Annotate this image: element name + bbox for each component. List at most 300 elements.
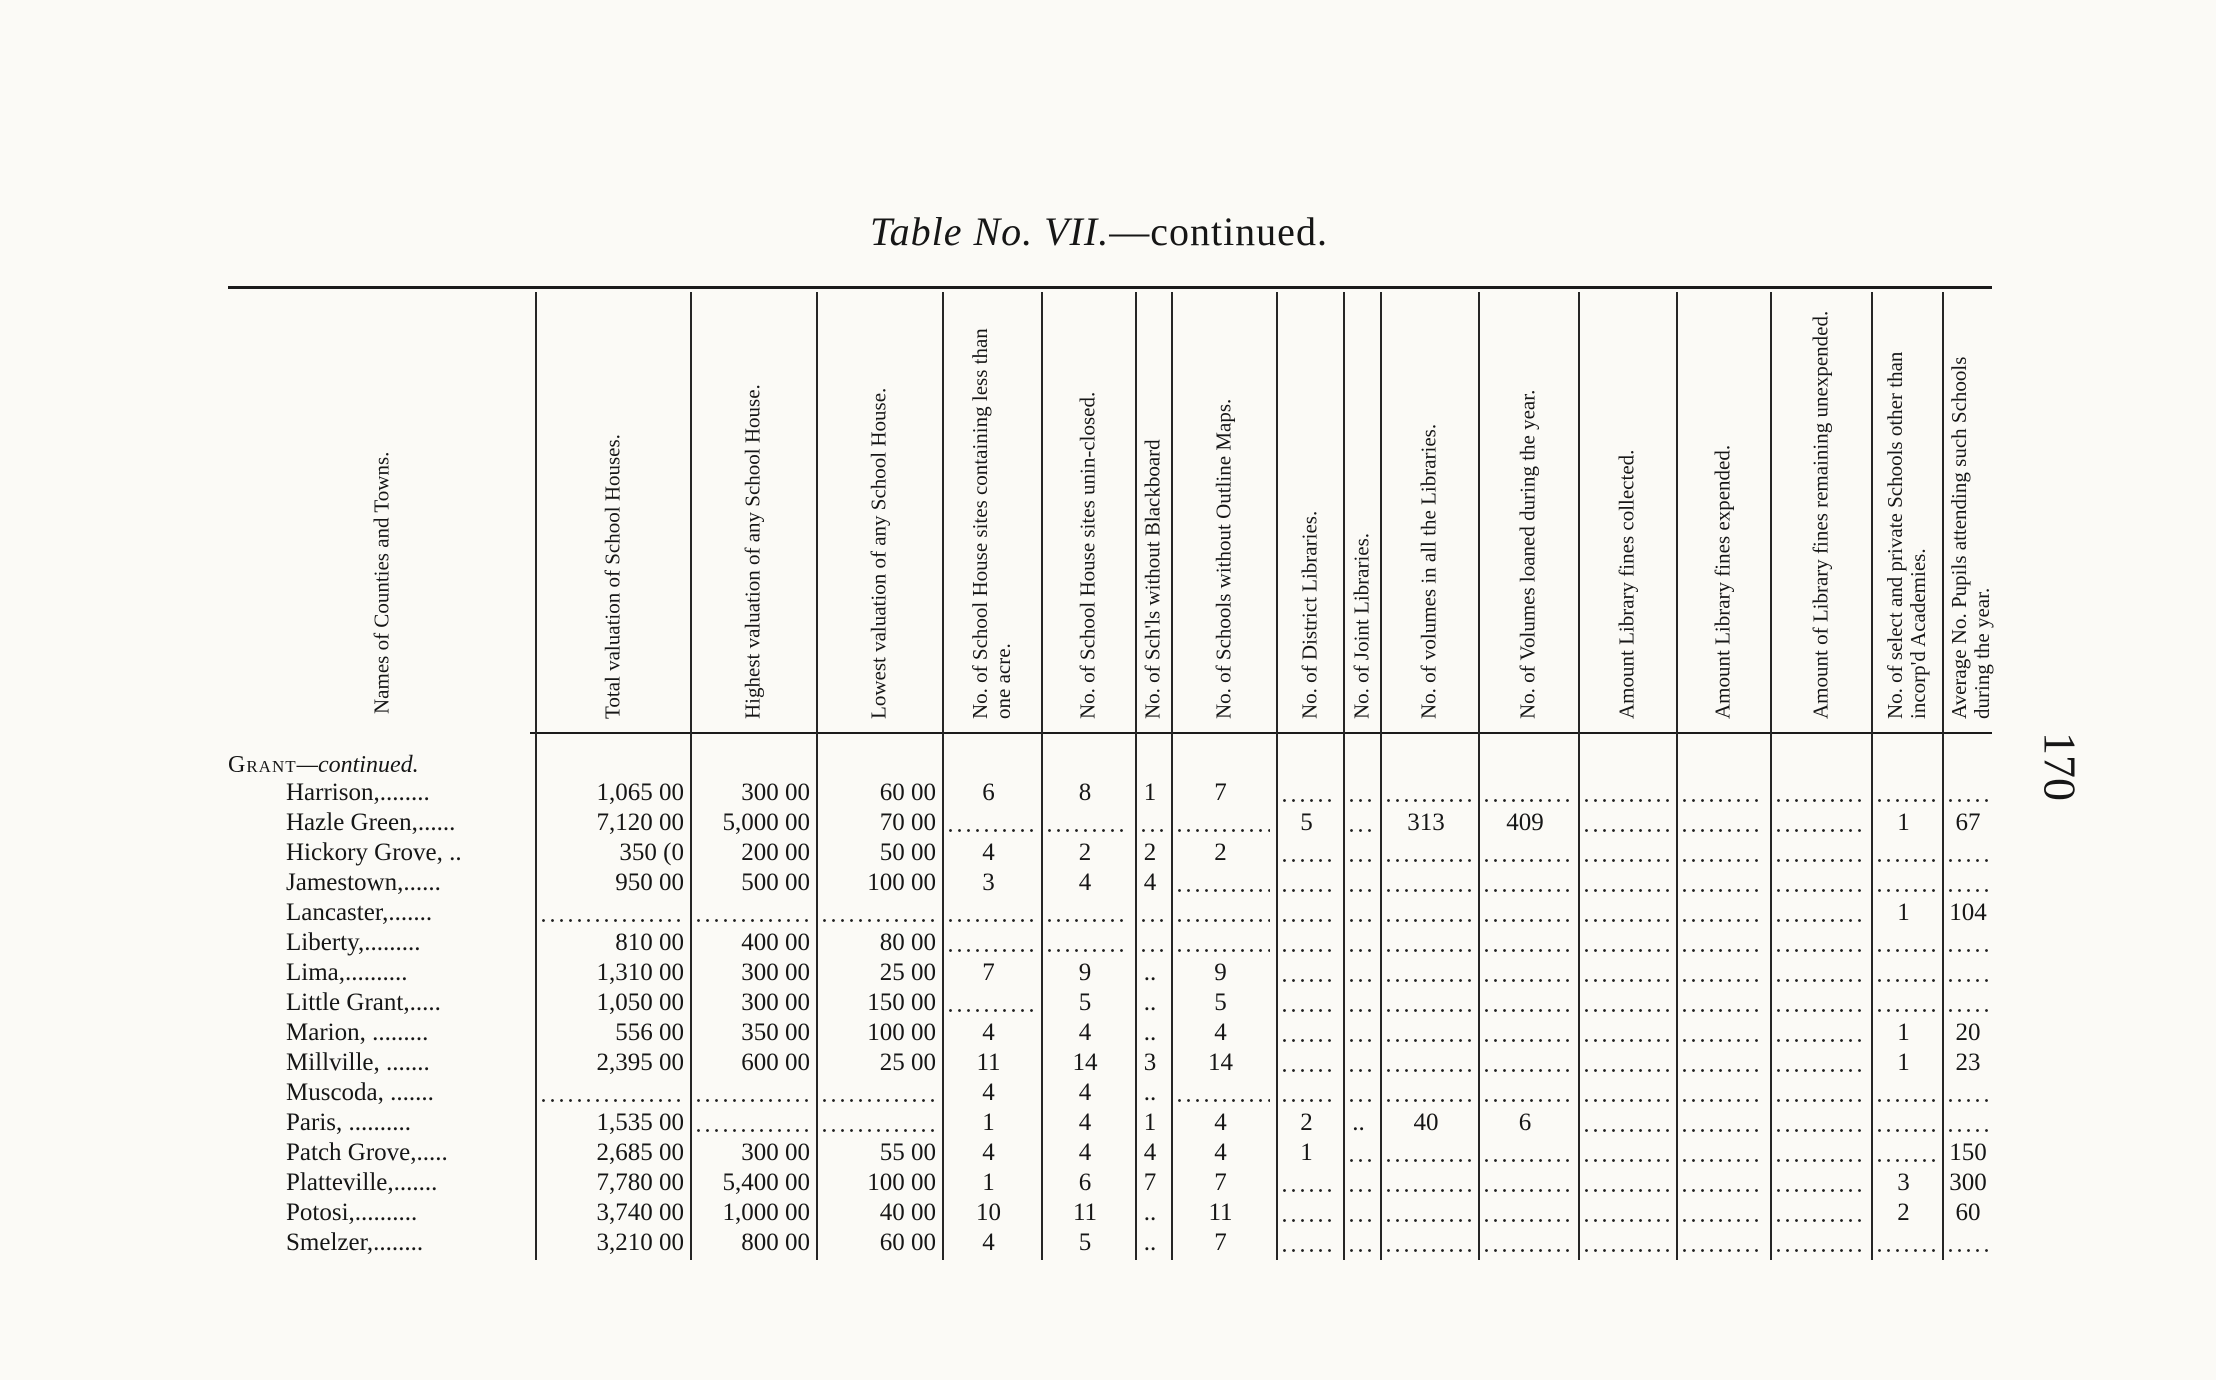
empty-cell [1676,868,1770,898]
empty-cell [1871,838,1942,868]
empty-cell [1770,988,1871,1018]
empty-cell [1343,1018,1380,1048]
table-row [0,928,2216,958]
empty-cell [1676,988,1770,1018]
empty-cell [1276,1078,1343,1108]
table-cell: 11 [1208,1199,1233,1226]
column-header [1942,300,2000,728]
group-suffix: —continued. [296,752,419,778]
empty-cell [1578,1018,1676,1048]
empty-cell [1276,1168,1343,1198]
table-cell: 11 [1072,1199,1098,1226]
empty-cell [1478,838,1578,868]
column-header-label: No. of Sch'ls without Blackboard [1140,439,1165,719]
table-cell: 5 [1214,989,1227,1016]
empty-cell [1041,898,1135,928]
table-cell: 7 [1214,779,1227,806]
table-cell: 60 00 [879,1229,936,1256]
table-cell: 4 [982,1139,995,1166]
table-cell: 5,000 00 [722,809,810,836]
empty-cell [535,898,690,928]
column-header [1276,300,1343,728]
column-header [1171,300,1276,728]
empty-cell [1578,808,1676,838]
town-name: Hickory Grove, .. [286,839,462,866]
empty-cell [1578,898,1676,928]
empty-cell [816,898,942,928]
empty-cell [942,928,1041,958]
column-header-label: Amount of Library fines remaining unexpended. [1808,310,1832,719]
table-cell: 6 [982,779,995,806]
table-cell: 300 00 [741,1139,810,1166]
column-header-label: Lowest valuation of any School House. [866,387,891,719]
empty-cell [1578,1048,1676,1078]
table-cell: 7,120 00 [596,809,684,836]
table-cell: 20 [1955,1019,1981,1046]
town-name: Platteville,....... [286,1169,438,1196]
empty-cell [1770,1048,1871,1078]
table-title [870,208,1328,255]
column-header [942,300,1041,728]
empty-cell [690,1078,816,1108]
empty-cell [1770,1018,1871,1048]
table-cell: 7,780 00 [596,1169,684,1196]
table-cell: .. [1143,1079,1157,1106]
table-cell: 25 00 [879,959,936,986]
table-row [0,1168,2216,1198]
table-cell: 23 [1955,1049,1981,1076]
table-cell: 4 [982,1079,995,1106]
empty-cell [1478,928,1578,958]
header-bottom-rule [530,732,1992,734]
empty-cell [1276,1198,1343,1228]
table-cell: 14 [1072,1049,1098,1076]
empty-cell [1380,838,1478,868]
empty-cell [1676,1228,1770,1258]
table-cell: 7 [1214,1229,1227,1256]
table-cell: 7 [1214,1169,1227,1196]
table-cell: 1,535 00 [596,1109,684,1136]
empty-cell [1380,928,1478,958]
table-cell: 800 00 [741,1229,810,1256]
table-cell: 9 [1078,959,1092,986]
column-header [1041,300,1135,728]
empty-cell [1578,838,1676,868]
empty-cell [1676,898,1770,928]
table-cell: 1 [1897,1019,1910,1046]
empty-cell [1676,1018,1770,1048]
empty-cell [1343,808,1380,838]
empty-cell [1578,958,1676,988]
empty-cell [1676,1048,1770,1078]
table-cell: 50 00 [879,839,936,866]
empty-cell [1871,1228,1942,1258]
empty-cell [1676,838,1770,868]
column-header-label: No. of School House sites containing less than one acre. [967,328,1015,719]
column-header [228,300,535,728]
empty-cell [1041,808,1135,838]
table-cell: 950 00 [615,869,684,896]
empty-cell [1770,1078,1871,1108]
column-header [535,300,690,728]
empty-cell [1871,1078,1942,1108]
column-header-label: Total valuation of School Houses. [600,434,624,719]
empty-cell [1871,928,1942,958]
table-cell: 4 [1078,1019,1092,1046]
empty-cell [1578,1168,1676,1198]
column-header-label: Highest valuation of any School House. [740,384,765,719]
empty-cell [1770,778,1871,808]
table-cell: 1,065 00 [596,779,684,806]
empty-cell [1343,1048,1380,1078]
table-cell: 4 [1143,869,1157,896]
table-cell: 3 [1897,1169,1910,1196]
town-name: Jamestown,...... [286,869,441,896]
table-cell: 1,000 00 [722,1199,810,1226]
table-cell: .. [1143,1199,1157,1226]
empty-cell [1343,838,1380,868]
table-cell: 6 [1518,1109,1532,1136]
empty-cell [1578,988,1676,1018]
table-row [0,1018,2216,1048]
empty-cell [1942,928,2000,958]
table-row [0,1198,2216,1228]
empty-cell [1770,928,1871,958]
table-cell: 60 [1955,1199,1981,1226]
table-cell: 1 [1897,809,1910,836]
empty-cell [1578,928,1676,958]
table-cell: 2,395 00 [596,1049,684,1076]
table-cell: 3 [1143,1049,1157,1076]
table-cell: .. [1352,1109,1365,1136]
table-cell: 60 00 [879,779,936,806]
table-top-rule [228,286,1992,289]
table-cell: 150 [1949,1139,1987,1166]
table-cell: 300 00 [741,779,810,806]
empty-cell [1478,778,1578,808]
table-cell: 100 00 [867,869,936,896]
table-cell: 300 00 [741,989,810,1016]
empty-cell [1942,958,2000,988]
town-name: Liberty,......... [286,929,421,956]
empty-cell [1871,778,1942,808]
empty-cell [1770,1198,1871,1228]
table-cell: 4 [1143,1139,1157,1166]
table-cell: 2 [1300,1109,1313,1136]
empty-cell [1578,1078,1676,1108]
empty-cell [1380,778,1478,808]
table-cell: 5 [1300,809,1313,836]
table-title-main: Table No. VII. [870,209,1110,254]
town-name: Smelzer,........ [286,1229,424,1256]
empty-cell [1942,778,2000,808]
empty-cell [1276,838,1343,868]
table-cell: .. [1143,1019,1157,1046]
column-header-label: No. of District Libraries. [1297,510,1321,719]
empty-cell [1770,808,1871,838]
column-header-label: No. of School House sites unin-closed. [1075,391,1100,719]
empty-cell [1478,1198,1578,1228]
empty-cell [1478,1078,1578,1108]
column-header-label: Average No. Pupils attending such Schools during the year. [1947,356,1994,719]
column-header [1578,300,1676,728]
empty-cell [1578,1198,1676,1228]
empty-cell [1380,1018,1478,1048]
table-cell: 350 00 [741,1019,810,1046]
column-header [1676,300,1770,728]
town-name: Lancaster,....... [286,899,433,926]
table-cell: 8 [1078,779,1092,806]
table-cell: 7 [1143,1169,1157,1196]
table-cell: 6 [1078,1169,1092,1196]
empty-cell [1380,1078,1478,1108]
empty-cell [1276,1228,1343,1258]
empty-cell [1770,1168,1871,1198]
empty-cell [1676,808,1770,838]
empty-cell [1276,778,1343,808]
empty-cell [690,898,816,928]
column-header [1871,300,1942,728]
table-cell: 1 [982,1109,995,1136]
empty-cell [1871,1108,1942,1138]
column-header [1380,300,1478,728]
column-header-label: No. of Joint Libraries. [1349,532,1373,719]
table-row [0,838,2216,868]
town-name: Marion, ......... [286,1019,429,1046]
empty-cell [1171,808,1276,838]
empty-cell [1942,838,2000,868]
table-cell: 9 [1214,959,1227,986]
column-header-label: No. of Schools without Outline Maps. [1211,398,1235,719]
empty-cell [1871,958,1942,988]
empty-cell [1343,898,1380,928]
table-title-suffix: —continued. [1109,209,1328,254]
table-cell: 1,050 00 [596,989,684,1016]
empty-cell [1942,1078,2000,1108]
empty-cell [1276,1048,1343,1078]
table-cell: .. [1143,1229,1157,1256]
town-name: Muscoda, ....... [286,1079,434,1106]
empty-cell [1942,1228,2000,1258]
table-cell: 4 [1214,1139,1227,1166]
table-cell: 2 [1143,839,1157,866]
column-header [1135,300,1171,728]
empty-cell [535,1078,690,1108]
town-name: Little Grant,..... [286,989,441,1016]
table-row [0,808,2216,838]
empty-cell [1578,778,1676,808]
empty-cell [1871,1138,1942,1168]
table-cell: 80 00 [879,929,936,956]
empty-cell [1578,868,1676,898]
empty-cell [1578,1138,1676,1168]
column-header [816,300,942,728]
empty-cell [1171,868,1276,898]
column-header [690,300,816,728]
table-row [0,1078,2216,1108]
empty-cell [1676,1078,1770,1108]
table-cell: 300 [1949,1169,1987,1196]
empty-cell [1343,1138,1380,1168]
column-header [1343,300,1380,728]
table-cell: 4 [982,839,995,866]
empty-cell [1380,988,1478,1018]
empty-cell [1041,928,1135,958]
table-cell: 600 00 [741,1049,810,1076]
table-cell: 350 (0 [619,839,684,866]
table-cell: 556 00 [615,1019,684,1046]
empty-cell [1380,958,1478,988]
empty-cell [1578,1228,1676,1258]
table-cell: 150 00 [867,989,936,1016]
empty-cell [1276,928,1343,958]
empty-cell [1343,988,1380,1018]
empty-cell [1478,1048,1578,1078]
column-header [1478,300,1578,728]
table-cell: 2,685 00 [596,1139,684,1166]
column-header-label: Amount Library fines collected. [1614,449,1639,719]
empty-cell [690,1108,816,1138]
table-cell: 810 00 [615,929,684,956]
table-cell: 3,210 00 [596,1229,684,1256]
table-cell: 1 [1897,1049,1910,1076]
empty-cell [1343,1168,1380,1198]
empty-cell [1343,778,1380,808]
table-cell: 40 00 [879,1199,936,1226]
table-cell: 14 [1208,1049,1233,1076]
table-cell: 11 [976,1049,1001,1076]
table-cell: 100 00 [867,1019,936,1046]
table-cell: 3 [982,869,995,896]
empty-cell [1770,1138,1871,1168]
empty-cell [816,1078,942,1108]
table-cell: 1 [982,1169,995,1196]
table-cell: 3,740 00 [596,1199,684,1226]
empty-cell [1171,1078,1276,1108]
empty-cell [1343,928,1380,958]
town-name: Millville, ....... [286,1049,430,1076]
empty-cell [1770,1108,1871,1138]
table-cell: 4 [1078,1139,1092,1166]
column-header [1770,300,1871,728]
empty-cell [1942,1108,2000,1138]
table-cell: 10 [976,1199,1001,1226]
table-cell: 4 [1078,1079,1092,1106]
table-cell: 100 00 [867,1169,936,1196]
table-row [0,988,2216,1018]
empty-cell [1676,1168,1770,1198]
table-cell: 2 [1897,1199,1910,1226]
column-header-label: No. of Volumes loaned during the year. [1515,389,1540,719]
table-cell: 55 00 [879,1139,936,1166]
empty-cell [1871,988,1942,1018]
town-name: Paris, .......... [286,1109,411,1136]
empty-cell [1343,868,1380,898]
empty-cell [1276,988,1343,1018]
table-cell: 40 [1413,1109,1439,1136]
empty-cell [1343,958,1380,988]
empty-cell [1380,868,1478,898]
column-header-label: No. of select and private Schools other than incorp'd Academies. [1882,351,1930,719]
empty-cell [1478,1018,1578,1048]
empty-cell [1676,1138,1770,1168]
empty-cell [1343,1228,1380,1258]
empty-cell [1135,898,1171,928]
empty-cell [1276,1018,1343,1048]
column-header-label: Amount Library fines expended. [1710,444,1735,719]
table-cell: 4 [982,1019,995,1046]
empty-cell [1380,1198,1478,1228]
empty-cell [942,988,1041,1018]
table-cell: 200 00 [741,839,810,866]
empty-cell [1676,958,1770,988]
group-label [228,752,419,779]
empty-cell [1578,1108,1676,1138]
empty-cell [1380,1228,1478,1258]
empty-cell [1676,778,1770,808]
empty-cell [1478,988,1578,1018]
table-cell: 67 [1955,809,1981,836]
empty-cell [1171,898,1276,928]
table-cell: 500 00 [741,869,810,896]
table-cell: 4 [1078,869,1092,896]
empty-cell [1676,1108,1770,1138]
table-cell: 25 00 [879,1049,936,1076]
empty-cell [1478,1138,1578,1168]
empty-cell [1171,928,1276,958]
empty-cell [816,1108,942,1138]
empty-cell [1135,808,1171,838]
table-row [0,778,2216,808]
column-header-label: No. of volumes in all the Libraries. [1416,423,1441,719]
empty-cell [1135,928,1171,958]
empty-cell [1380,898,1478,928]
empty-cell [1380,1168,1478,1198]
column-header-label: Names of Counties and Towns. [369,451,393,714]
empty-cell [1276,958,1343,988]
table-cell: 5,400 00 [722,1169,810,1196]
empty-cell [1942,988,2000,1018]
empty-cell [1478,868,1578,898]
table-cell: 4 [982,1229,995,1256]
empty-cell [1770,898,1871,928]
empty-cell [1770,838,1871,868]
table-cell: 300 00 [741,959,810,986]
empty-cell [1343,1198,1380,1228]
table-row [0,1138,2216,1168]
town-name: Potosi,.......... [286,1199,418,1226]
table-cell: 1 [1143,1109,1157,1136]
page-number: 170 [2034,732,2086,801]
empty-cell [1871,868,1942,898]
table-cell: 1 [1143,779,1157,806]
empty-cell [1343,1078,1380,1108]
table-row [0,958,2216,988]
table-row [0,1108,2216,1138]
table-row [0,868,2216,898]
table-cell: 4 [1214,1109,1227,1136]
table-row [0,1048,2216,1078]
empty-cell [1380,1048,1478,1078]
empty-cell [942,898,1041,928]
table-cell: 5 [1078,1229,1092,1256]
town-name: Lima,.......... [286,959,408,986]
table-row [0,898,2216,928]
empty-cell [942,808,1041,838]
table-cell: 70 00 [879,809,936,836]
empty-cell [1478,898,1578,928]
table-cell: 1 [1897,899,1910,926]
